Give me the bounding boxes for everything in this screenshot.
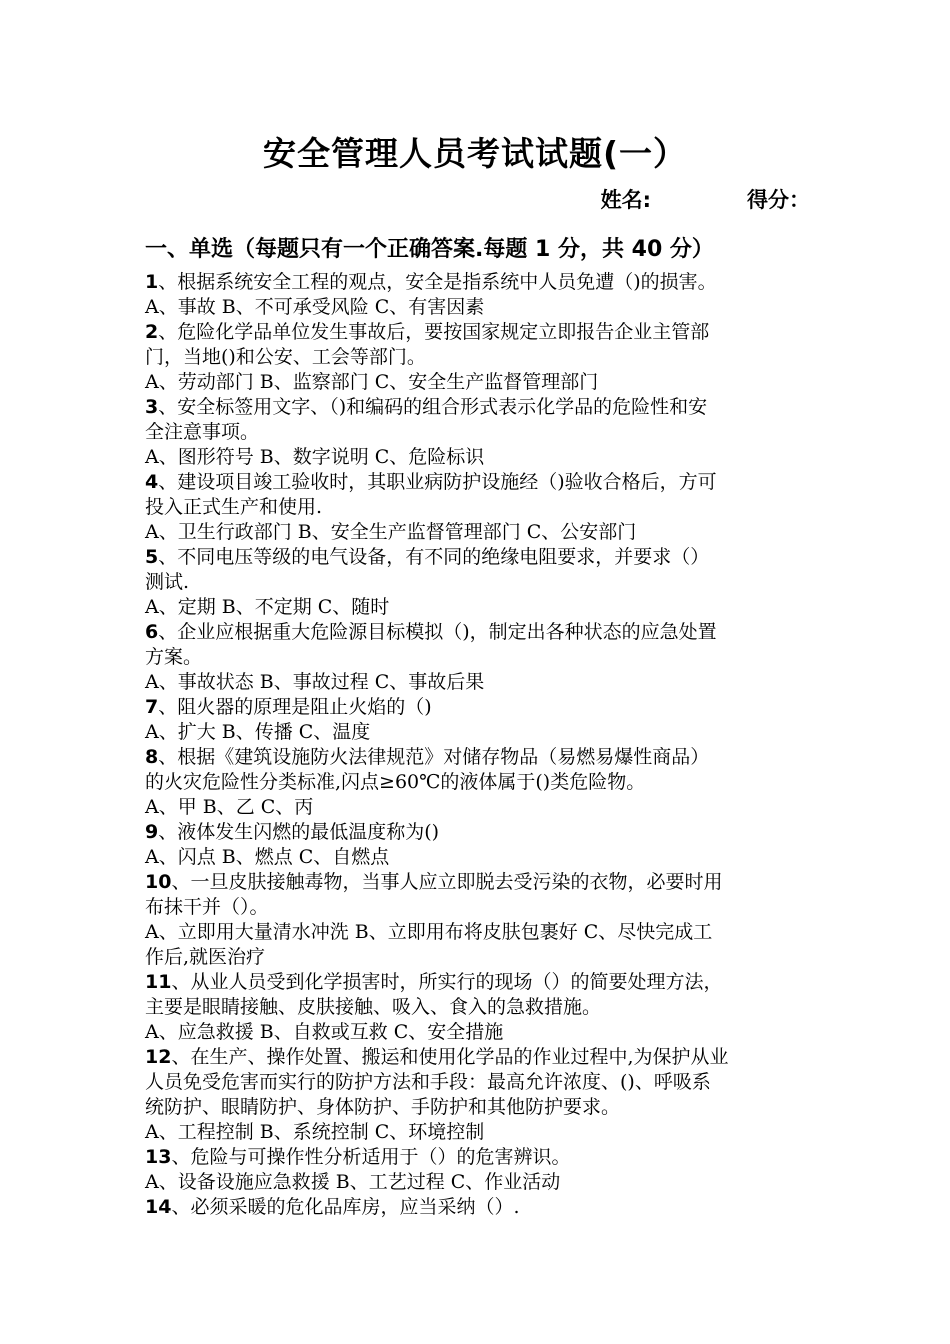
answer-options: A、闪点 B、燃点 C、自燃点 bbox=[145, 846, 390, 868]
question-line: 方案。 bbox=[145, 646, 203, 668]
question-item bbox=[145, 270, 825, 320]
answer-options: A、立即用大量清水冲洗 B、立即用布将皮肤包裹好 C、尽快完成工 bbox=[145, 921, 713, 943]
question-line: 、液体发生闪燃的最低温度称为() bbox=[158, 821, 440, 843]
question-line: 、不同电压等级的电气设备，有不同的绝缘电阻要求，并要求（） bbox=[158, 546, 710, 568]
question-number: 4 bbox=[145, 471, 159, 493]
question-item bbox=[145, 870, 825, 970]
question-line: 、在生产、操作处置、搬运和使用化学品的作业过程中,为保护从业 bbox=[171, 1046, 729, 1068]
question-text bbox=[145, 770, 825, 795]
question-item bbox=[145, 1145, 825, 1195]
answer-options: A、图形符号 B、数字说明 C、危险标识 bbox=[145, 446, 485, 468]
question-line: 、安全标签用文字、（)和编码的组合形式表示化学品的危险性和安 bbox=[158, 396, 708, 418]
question-line: 、阻火器的原理是阻止火焰的（) bbox=[158, 696, 432, 718]
question-line: 、根据《建筑设施防火法律规范》对储存物品（易燃易爆性商品） bbox=[158, 746, 710, 768]
question-number: 6 bbox=[145, 621, 159, 643]
question-item bbox=[145, 695, 825, 745]
question-text bbox=[145, 395, 825, 420]
question-text bbox=[145, 1095, 825, 1120]
section-heading: 一、单选（每题只有一个正确答案.每题 1 分，共 40 分） bbox=[145, 237, 714, 262]
question-item bbox=[145, 1045, 825, 1145]
question-number: 14 bbox=[145, 1196, 172, 1218]
question-item bbox=[145, 395, 825, 470]
question-line: 门，当地()和公安、工会等部门。 bbox=[145, 346, 426, 368]
score-label: 得分： bbox=[747, 188, 810, 212]
question-number: 5 bbox=[145, 546, 159, 568]
answer-options: A、定期 B、不定期 C、随时 bbox=[145, 596, 390, 618]
question-item bbox=[145, 470, 825, 545]
question-line: 主要是眼睛接触、皮肤接触、吸入、食入的急救措施。 bbox=[145, 996, 602, 1018]
question-line: 布抹干并（）。 bbox=[145, 896, 269, 918]
question-list bbox=[145, 270, 825, 1220]
header-fields bbox=[601, 184, 810, 214]
question-item bbox=[145, 1195, 825, 1220]
question-text bbox=[145, 1145, 825, 1170]
question-line: 、危险与可操作性分析适用于（）的危害辨识。 bbox=[171, 1146, 571, 1168]
question-text bbox=[145, 695, 825, 720]
answer-options: A、设备设施应急救援 B、工艺过程 C、作业活动 bbox=[145, 1171, 561, 1193]
question-line: 测试. bbox=[145, 571, 190, 593]
question-text bbox=[145, 1070, 825, 1095]
question-text bbox=[145, 970, 825, 995]
answer-options: A、扩大 B、传播 C、温度 bbox=[145, 721, 371, 743]
question-item bbox=[145, 545, 825, 620]
question-text bbox=[145, 745, 825, 770]
answer-options: A、甲 B、乙 C、丙 bbox=[145, 796, 314, 818]
question-number: 7 bbox=[145, 696, 159, 718]
question-item bbox=[145, 620, 825, 695]
question-number: 11 bbox=[145, 971, 172, 993]
question-number: 9 bbox=[145, 821, 159, 843]
question-text bbox=[145, 420, 825, 445]
question-text bbox=[145, 645, 825, 670]
question-line: 、必须采暖的危化品库房，应当采纳（）. bbox=[171, 1196, 520, 1218]
question-number: 10 bbox=[145, 871, 172, 893]
question-text bbox=[145, 870, 825, 895]
question-text bbox=[145, 320, 825, 345]
answer-options: A、劳动部门 B、监察部门 C、安全生产监督管理部门 bbox=[145, 371, 599, 393]
question-line: 、建设项目竣工验收时，其职业病防护设施经（)验收合格后，方可 bbox=[158, 471, 717, 493]
question-text bbox=[145, 570, 825, 595]
question-number: 13 bbox=[145, 1146, 172, 1168]
question-line: 人员免受危害而实行的防护方法和手段：最高允许浓度、()、呼吸系 bbox=[145, 1071, 711, 1093]
question-line: 、根据系统安全工程的观点，安全是指系统中人员免遭（)的损害。 bbox=[158, 271, 717, 293]
question-text bbox=[145, 995, 825, 1020]
question-number: 12 bbox=[145, 1046, 172, 1068]
question-text bbox=[145, 545, 825, 570]
question-line: 全注意事项。 bbox=[145, 421, 260, 443]
question-text bbox=[145, 1045, 825, 1070]
answer-options: A、卫生行政部门 B、安全生产监督管理部门 C、公安部门 bbox=[145, 521, 637, 543]
question-text bbox=[145, 1195, 825, 1220]
question-line: 、一旦皮肤接触毒物，当事人应立即脱去受污染的衣物，必要时用 bbox=[171, 871, 723, 893]
question-text bbox=[145, 345, 825, 370]
name-label: 姓名: bbox=[600, 188, 651, 212]
question-item bbox=[145, 320, 825, 395]
question-text bbox=[145, 820, 825, 845]
page-title: 安全管理人员考试试题(一） bbox=[262, 134, 688, 173]
question-text bbox=[145, 495, 825, 520]
question-item bbox=[145, 970, 825, 1045]
question-number: 1 bbox=[145, 271, 159, 293]
question-text bbox=[145, 895, 825, 920]
question-text bbox=[145, 270, 825, 295]
question-text bbox=[145, 470, 825, 495]
answer-options: 作后,就医治疗 bbox=[145, 946, 266, 968]
question-line: 的火灾危险性分类标准,闪点≥60℃的液体属于()类危险物。 bbox=[145, 771, 646, 793]
question-item bbox=[145, 820, 825, 870]
question-item bbox=[145, 745, 825, 820]
question-line: 统防护、眼睛防护、身体防护、手防护和其他防护要求。 bbox=[145, 1096, 621, 1118]
answer-options: A、应急救援 B、自救或互救 C、安全措施 bbox=[145, 1021, 504, 1043]
question-number: 3 bbox=[145, 396, 159, 418]
question-line: 、从业人员受到化学损害时，所实行的现场（）的简要处理方法， bbox=[171, 971, 723, 993]
answer-options: A、事故 B、不可承受风险 C、有害因素 bbox=[145, 296, 485, 318]
question-line: 、企业应根据重大危险源目标模拟（)，制定出各种状态的应急处置 bbox=[158, 621, 717, 643]
question-line: 投入正式生产和使用. bbox=[145, 496, 323, 518]
question-number: 2 bbox=[145, 321, 159, 343]
question-line: 、危险化学品单位发生事故后，要按国家规定立即报告企业主管部 bbox=[158, 321, 710, 343]
answer-options: A、事故状态 B、事故过程 C、事故后果 bbox=[145, 671, 485, 693]
question-text bbox=[145, 620, 825, 645]
question-number: 8 bbox=[145, 746, 159, 768]
answer-options: A、工程控制 B、系统控制 C、环境控制 bbox=[145, 1121, 485, 1143]
